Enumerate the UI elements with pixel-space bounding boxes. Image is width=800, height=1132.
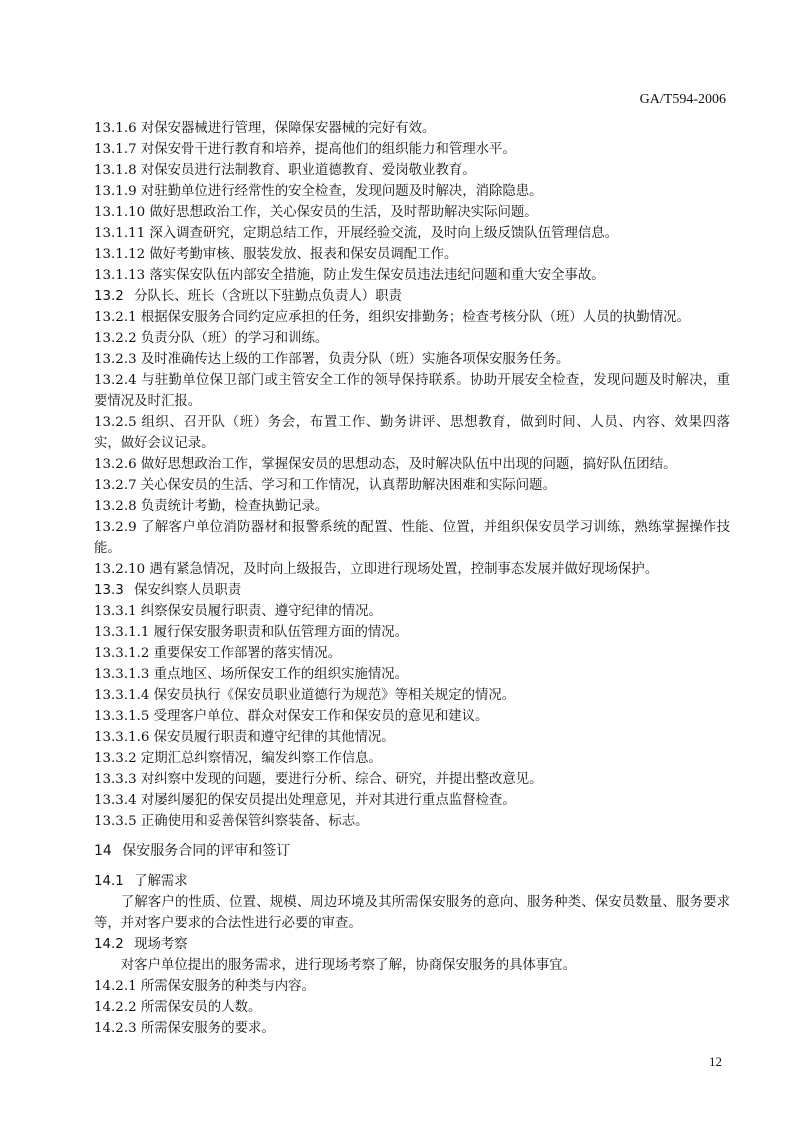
chapter-title: 保安服务合同的评审和签订 [122, 843, 291, 859]
clause-13-3-1-6: 13.3.1.6 保安员履行职责和遵守纪律的其他情况。 [94, 730, 395, 745]
clause-14-2-2: 14.2.2 所需保安员的人数。 [94, 1000, 262, 1015]
clause-13-2-6: 13.2.6 做好思想政治工作，掌握保安员的思想动态，及时解决队伍中出现的问题，搞好队伍团结。 [94, 457, 677, 472]
clause-13-1-13: 13.1.13 落实保安队伍内部安全措施，防止发生保安员违法违纪问题和重大安全事故。 [94, 268, 605, 283]
chapter-heading-14 [94, 841, 730, 862]
clause-13-2-9: 13.2.9 了解客户单位消防器材和报警系统的配置、性能、位置，并组织保安员学习训练，熟练掌握操作技能。 [94, 520, 730, 556]
section-number: 13.2 [94, 289, 124, 304]
clause-13-1-7: 13.1.7 对保安骨干进行教育和培养，提高他们的组织能力和管理水平。 [94, 142, 516, 157]
clause-13-3-3: 13.3.3 对纠察中发现的问题，要进行分析、综合、研究，并提出整改意见。 [94, 772, 543, 787]
section-heading-13-3 [94, 580, 730, 601]
clause-13-2-7: 13.2.7 关心保安员的生活、学习和工作情况，认真帮助解决困难和实际问题。 [94, 478, 556, 493]
clause-13-2-4: 13.2.4 与驻勤单位保卫部门或主管安全工作的领导保持联系。协助开展安全检查，发现问题及时解决，重要情况及时汇报。 [94, 373, 730, 409]
clause-13-1-6: 13.1.6 对保安器械进行管理，保障保安器械的完好有效。 [94, 121, 436, 136]
clause-13-2-1: 13.2.1 根据保安服务合同约定应承担的任务，组织安排勤务；检查考核分队（班）人员的执勤情况。 [94, 310, 690, 325]
clause-13-1-10: 13.1.10 做好思想政治工作，关心保安员的生活，及时帮助解决实际问题。 [94, 205, 538, 220]
clause-13-2-5: 13.2.5 组织、召开队（班）务会，布置工作、勤务讲评、思想教育，做到时间、人员、内容、效果四落实，做好会议记录。 [94, 415, 730, 451]
clause-13-2-8: 13.2.8 负责统计考勤，检查执勤记录。 [94, 499, 329, 514]
clause-13-3-4: 13.3.4 对屡纠屡犯的保安员提出处理意见，并对其进行重点监督检查。 [94, 793, 516, 808]
document-code: GA/T594-2006 [639, 92, 726, 107]
clause-14-2-1: 14.2.1 所需保安服务的种类与内容。 [94, 979, 315, 994]
clause-13-3-2: 13.3.2 定期汇总纠察情况，编发纠察工作信息。 [94, 751, 382, 766]
clause-13-2-2: 13.2.2 负责分队（班）的学习和训练。 [94, 331, 329, 346]
document-body [94, 118, 730, 1039]
clause-13-1-11: 13.1.11 深入调查研究，定期总结工作，开展经验交流，及时向上级反馈队伍管理信息。 [94, 226, 619, 241]
paragraph-14-2: 对客户单位提出的服务需求，进行现场考察了解，协商保安服务的具体事宜。 [120, 958, 577, 973]
clause-13-1-8: 13.1.8 对保安员进行法制教育、职业道德教育、爱岗敬业教育。 [94, 163, 476, 178]
clause-13-1-9: 13.1.9 对驻勤单位进行经常性的安全检查，发现问题及时解决，消除隐患。 [94, 184, 543, 199]
section-number: 14.1 [94, 874, 124, 889]
clause-13-1-12: 13.1.12 做好考勤审核、服装发放、报表和保安员调配工作。 [94, 247, 458, 262]
section-heading-14-1 [94, 871, 730, 892]
clause-13-3-1-5: 13.3.1.5 受理客户单位、群众对保安工作和保安员的意见和建议。 [94, 709, 489, 724]
section-number: 14.2 [94, 937, 124, 952]
chapter-number: 14 [94, 843, 112, 859]
clause-13-2-3: 13.2.3 及时准确传达上级的工作部署，负责分队（班）实施各项保安服务任务。 [94, 352, 570, 367]
page-number: 12 [709, 1054, 722, 1069]
section-title: 现场考察 [134, 937, 188, 952]
paragraph-14-1: 了解客户的性质、位置、规模、周边环境及其所需保安服务的意向、服务种类、保安员数量、服务要求等，并对客户要求的合法性进行必要的审查。 [94, 895, 730, 931]
clause-13-2-10: 13.2.10 遇有紧急情况，及时向上级报告，立即进行现场处置，控制事态发展并做好现场保护。 [94, 562, 659, 577]
section-title: 分队长、班长（含班以下驻勤点负责人）职责 [134, 289, 402, 304]
clause-13-3-1-3: 13.3.1.3 重点地区、场所保安工作的组织实施情况。 [94, 667, 409, 682]
clause-13-3-1-1: 13.3.1.1 履行保安服务职责和队伍管理方面的情况。 [94, 625, 409, 640]
clause-13-3-1-4: 13.3.1.4 保安员执行《保安员职业道德行为规范》等相关规定的情况。 [94, 688, 516, 703]
section-title: 了解需求 [134, 874, 188, 889]
clause-13-3-1-2: 13.3.1.2 重要保安工作部署的落实情况。 [94, 646, 342, 661]
section-heading-14-2 [94, 934, 730, 955]
clause-13-3-5: 13.3.5 正确使用和妥善保管纠察装备、标志。 [94, 814, 369, 829]
section-title: 保安纠察人员职责 [134, 583, 242, 598]
clause-14-2-3: 14.2.3 所需保安服务的要求。 [94, 1021, 275, 1036]
section-heading-13-2 [94, 286, 730, 307]
section-number: 13.3 [94, 583, 124, 598]
clause-13-3-1: 13.3.1 纠察保安员履行职责、遵守纪律的情况。 [94, 604, 382, 619]
